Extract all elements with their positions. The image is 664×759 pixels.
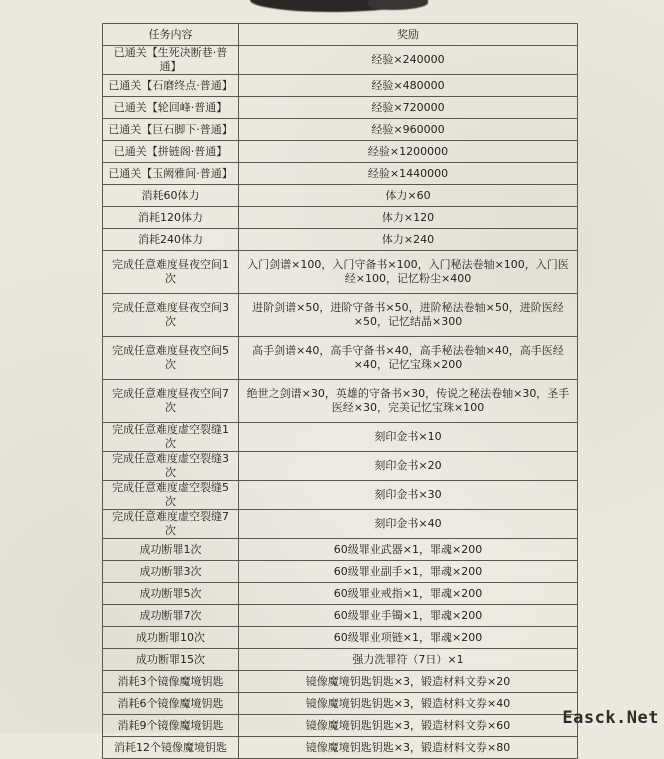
table-row	[103, 737, 578, 759]
reward-cell: 刻印金书×20	[239, 452, 578, 481]
task-cell: 消耗240体力	[103, 229, 239, 251]
task-cell: 完成任意难度昼夜空间3次	[103, 294, 239, 337]
reward-cell: 经验×1440000	[239, 163, 578, 185]
task-cell: 成功断罪15次	[103, 649, 239, 671]
site-watermark: Easck.Net	[562, 708, 659, 728]
table-row	[103, 294, 578, 337]
task-cell: 完成任意难度昼夜空间5次	[103, 337, 239, 380]
reward-cell: 刻印金书×40	[239, 510, 578, 539]
table-row	[103, 337, 578, 380]
reward-cell: 镜像魔境钥匙钥匙×3，锻造材料文券×40	[239, 693, 578, 715]
task-cell: 消耗60体力	[103, 185, 239, 207]
reward-cell: 镜像魔境钥匙钥匙×3，锻造材料文券×80	[239, 737, 578, 759]
table-row	[103, 97, 578, 119]
table-row	[103, 75, 578, 97]
task-cell: 成功断罪5次	[103, 583, 239, 605]
table-row	[103, 605, 578, 627]
table-row	[103, 207, 578, 229]
table-row	[103, 671, 578, 693]
reward-cell: 经验×960000	[239, 119, 578, 141]
reward-cell: 刻印金书×30	[239, 481, 578, 510]
table-row	[103, 510, 578, 539]
task-cell: 完成任意难度昼夜空间7次	[103, 380, 239, 423]
task-cell: 完成任意难度虚空裂缝7次	[103, 510, 239, 539]
table-row	[103, 141, 578, 163]
reward-cell: 体力×240	[239, 229, 578, 251]
reward-cell: 体力×60	[239, 185, 578, 207]
table-row	[103, 452, 578, 481]
reward-cell: 镜像魔境钥匙钥匙×3，锻造材料文券×20	[239, 671, 578, 693]
table-row	[103, 163, 578, 185]
task-cell: 成功断罪7次	[103, 605, 239, 627]
table-row	[103, 46, 578, 75]
reward-cell: 60级罪业手镯×1，罪魂×200	[239, 605, 578, 627]
task-cell: 消耗12个镜像魔境钥匙	[103, 737, 239, 759]
task-cell: 完成任意难度虚空裂缝1次	[103, 423, 239, 452]
table-body	[103, 46, 578, 759]
task-cell: 消耗9个镜像魔境钥匙	[103, 715, 239, 737]
table-row	[103, 380, 578, 423]
table-row	[103, 119, 578, 141]
task-cell: 已通关【巨石脚下·普通】	[103, 119, 239, 141]
task-cell: 成功断罪3次	[103, 561, 239, 583]
reward-cell: 进阶剑谱×50，进阶守备书×50，进阶秘法卷轴×50，进阶医经×50，记忆结晶×300	[239, 294, 578, 337]
table-row	[103, 627, 578, 649]
reward-cell: 刻印金书×10	[239, 423, 578, 452]
table-row	[103, 715, 578, 737]
reward-cell: 体力×120	[239, 207, 578, 229]
reward-cell: 镜像魔境钥匙钥匙×3，锻造材料文券×60	[239, 715, 578, 737]
table-row	[103, 539, 578, 561]
task-cell: 成功断罪1次	[103, 539, 239, 561]
table-row	[103, 561, 578, 583]
reward-cell: 60级罪业戒指×1，罪魂×200	[239, 583, 578, 605]
reward-cell: 绝世之剑谱×30，英雄的守备书×30，传说之秘法卷轴×30，圣手医经×30，完美记忆宝珠×100	[239, 380, 578, 423]
task-cell: 完成任意难度虚空裂缝5次	[103, 481, 239, 510]
task-cell: 消耗6个镜像魔境钥匙	[103, 693, 239, 715]
reward-cell: 60级罪业项链×1，罪魂×200	[239, 627, 578, 649]
reward-table	[102, 23, 578, 759]
header-row	[103, 24, 578, 46]
task-cell: 已通关【玉阙雅间·普通】	[103, 163, 239, 185]
task-cell: 已通关【拼链阁·普通】	[103, 141, 239, 163]
reward-cell: 经验×1200000	[239, 141, 578, 163]
table-row	[103, 185, 578, 207]
table-row	[103, 251, 578, 294]
task-cell: 完成任意难度昼夜空间1次	[103, 251, 239, 294]
reward-cell: 60级罪业武器×1，罪魂×200	[239, 539, 578, 561]
table-row	[103, 423, 578, 452]
header-task: 任务内容	[103, 24, 239, 46]
reward-cell: 经验×720000	[239, 97, 578, 119]
task-cell: 消耗3个镜像魔境钥匙	[103, 671, 239, 693]
reward-cell: 高手剑谱×40，高手守备书×40，高手秘法卷轴×40，高手医经×40，记忆宝珠×200	[239, 337, 578, 380]
table-row	[103, 481, 578, 510]
task-cell: 已通关【轮回峰·普通】	[103, 97, 239, 119]
table-row	[103, 649, 578, 671]
reward-cell: 经验×240000	[239, 46, 578, 75]
reward-cell: 60级罪业副手×1，罪魂×200	[239, 561, 578, 583]
task-cell: 消耗120体力	[103, 207, 239, 229]
task-cell: 已通关【石磨终点·普通】	[103, 75, 239, 97]
header-reward: 奖励	[239, 24, 578, 46]
reward-cell: 入门剑谱×100，入门守备书×100，入门秘法卷轴×100，入门医经×100，记忆粉尘×400	[239, 251, 578, 294]
task-cell: 完成任意难度虚空裂缝3次	[103, 452, 239, 481]
reward-cell: 强力洗罪符（7日）×1	[239, 649, 578, 671]
reward-cell: 经验×480000	[239, 75, 578, 97]
table-row	[103, 229, 578, 251]
task-cell: 已通关【生死决断巷·普通】	[103, 46, 239, 75]
table-row	[103, 583, 578, 605]
table-row	[103, 693, 578, 715]
task-cell: 成功断罪10次	[103, 627, 239, 649]
